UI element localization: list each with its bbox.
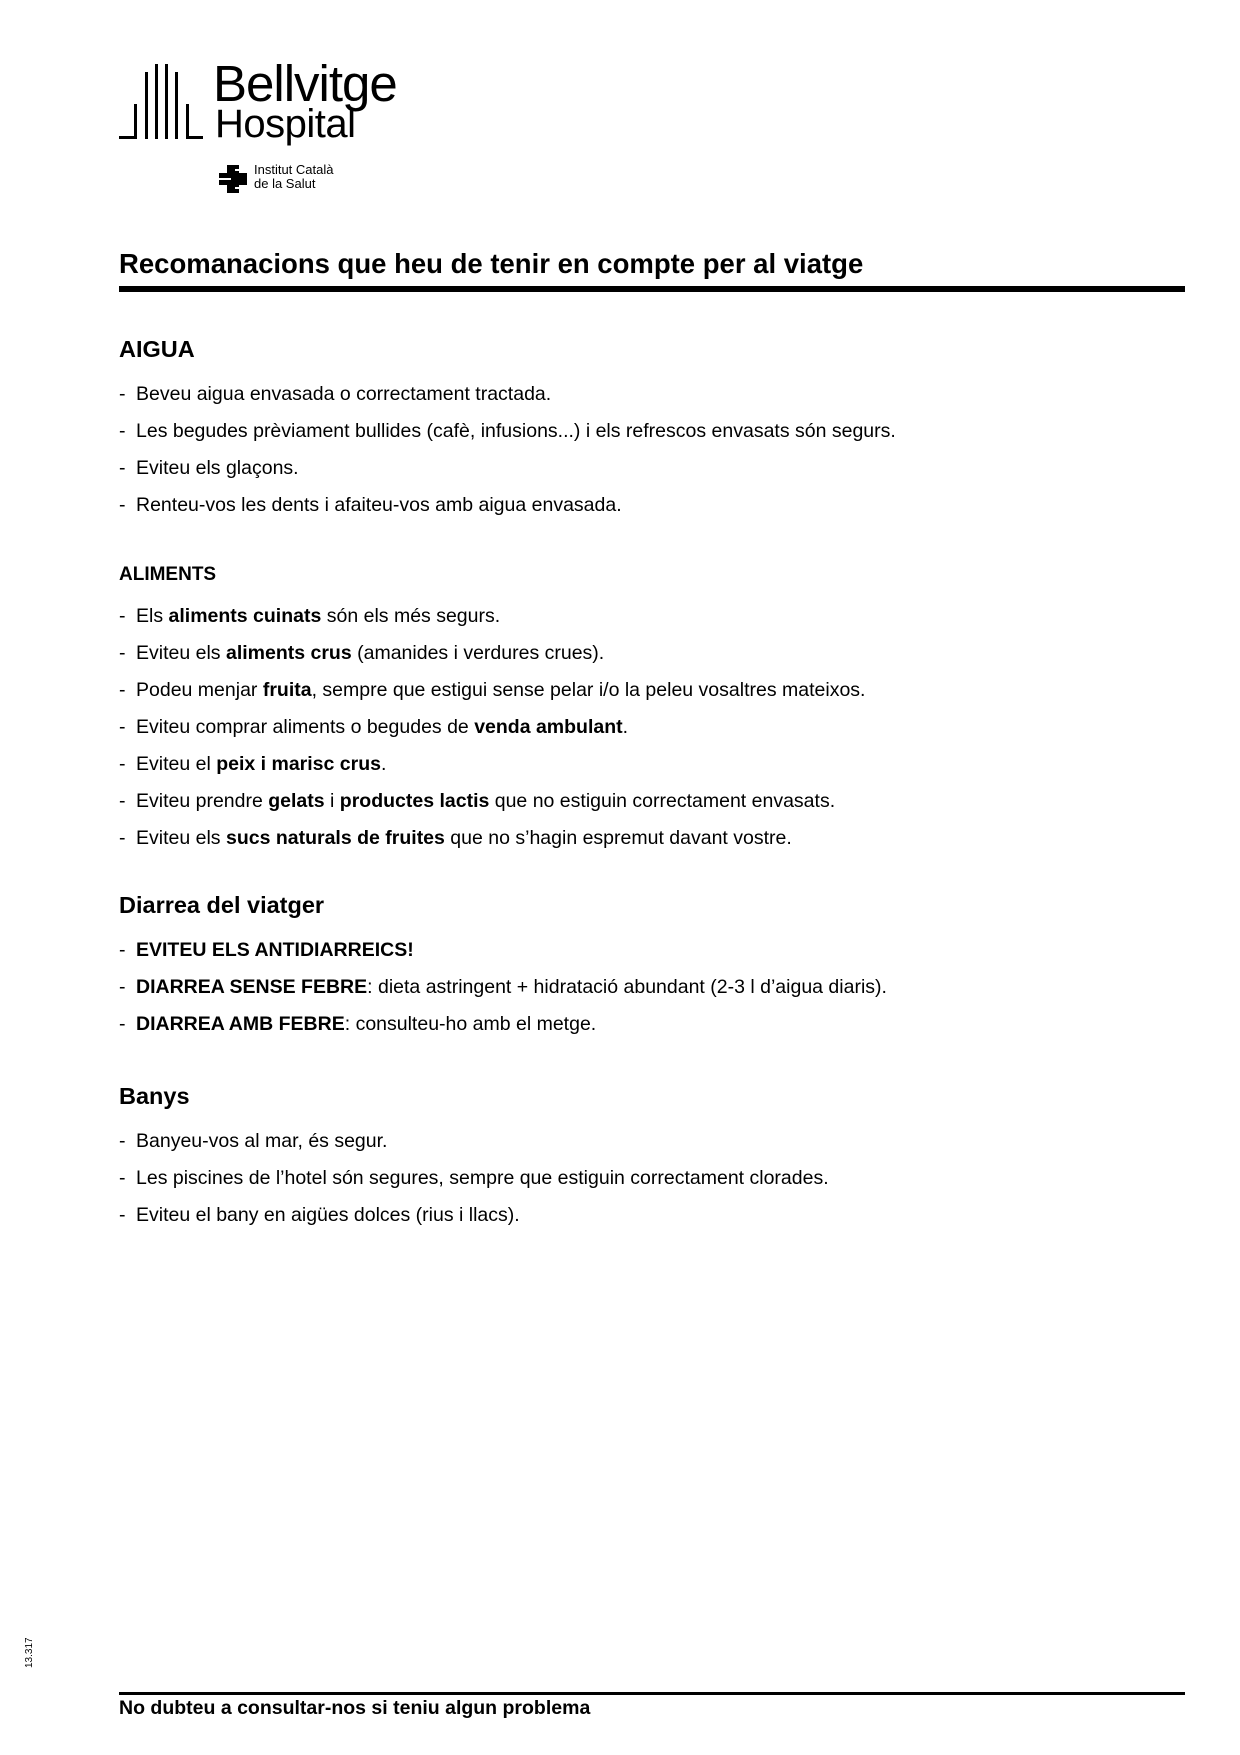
bullet-dash: - <box>119 1013 126 1035</box>
section-aigua <box>119 332 1185 524</box>
bellvitge-logo <box>119 55 439 200</box>
list-item <box>119 1123 1185 1160</box>
list-item <box>119 672 1185 709</box>
bullet-dash: - <box>119 1204 126 1226</box>
item-text: que no s’hagin espremut davant vostre. <box>444 827 792 849</box>
list-item <box>119 1160 1185 1197</box>
recommendation-list <box>119 376 1185 524</box>
hospital-name-line2: Hospital <box>215 102 356 146</box>
item-text: Beveu aigua envasada o correctament tractada. <box>136 383 552 405</box>
list-item <box>119 635 1185 672</box>
bullet-dash: - <box>119 790 126 812</box>
item-text: Eviteu els <box>136 642 226 664</box>
section-heading: Banys <box>119 1083 190 1109</box>
bullet-dash: - <box>119 420 126 442</box>
item-text: Les begudes prèviament bullides (cafè, infusions...) i els refrescos envasats són segurs. <box>136 420 896 442</box>
item-text: Eviteu els <box>136 827 226 849</box>
list-item <box>119 1197 1185 1234</box>
item-text: , sempre que estigui sense pelar i/o la peleu vosaltres mateixos. <box>311 679 866 701</box>
emphasis-text: venda ambulant <box>474 716 623 738</box>
list-item <box>119 1006 1185 1043</box>
emphasis-text: peix i marisc crus <box>216 753 381 775</box>
emphasis-text: productes lactis <box>339 790 490 812</box>
list-item <box>119 487 1185 524</box>
title-rule <box>119 286 1185 292</box>
item-text: : dieta astringent + hidratació abundant (2-3 l d’aigua diaris). <box>367 976 887 998</box>
bullet-dash: - <box>119 1130 126 1152</box>
emphasis-text: aliments cuinats <box>168 605 322 627</box>
emphasis-text: gelats <box>268 790 325 812</box>
list-item <box>119 376 1185 413</box>
institute-line1: Institut Català <box>254 162 334 177</box>
hospital-name-line1: Bellvitge <box>213 55 397 112</box>
bullet-dash: - <box>119 716 126 738</box>
emphasis-text: EVITEU ELS ANTIDIARREICS! <box>136 939 414 961</box>
bullet-dash: - <box>119 1167 126 1189</box>
item-text: Els <box>136 605 169 627</box>
institute-line2: de la Salut <box>254 176 316 191</box>
bullet-dash: - <box>119 753 126 775</box>
page-title: Recomanacions que heu de tenir en compte per al viatge <box>119 248 864 279</box>
item-text: Eviteu el <box>136 753 217 775</box>
list-item <box>119 783 1185 820</box>
list-item <box>119 450 1185 487</box>
emphasis-text: sucs naturals de fruites <box>225 827 445 849</box>
item-text: que no estiguin correctament envasats. <box>489 790 836 812</box>
bullet-dash: - <box>119 457 126 479</box>
bullet-dash: - <box>119 605 126 627</box>
bullet-dash: - <box>119 827 126 849</box>
item-text: Les piscines de l’hotel són segures, sempre que estiguin correctament clorades. <box>136 1167 829 1189</box>
item-text: Eviteu prendre <box>136 790 269 812</box>
item-text: Renteu-vos les dents i afaiteu-vos amb aigua envasada. <box>136 494 622 516</box>
cross-icon <box>219 165 247 193</box>
bullet-dash: - <box>119 642 126 664</box>
section-heading: ALIMENTS <box>119 564 217 585</box>
building-bars-icon <box>119 64 211 144</box>
recommendation-list <box>119 1123 1185 1234</box>
list-item <box>119 969 1185 1006</box>
list-item <box>119 932 1185 969</box>
emphasis-text: fruita <box>262 679 312 701</box>
item-text: Banyeu-vos al mar, és segur. <box>136 1130 388 1152</box>
footer-text: No dubteu a consultar-nos si teniu algun problema <box>119 1697 591 1719</box>
item-text: són els més segurs. <box>321 605 501 627</box>
emphasis-text: DIARREA SENSE FEBRE <box>136 976 368 998</box>
bullet-dash: - <box>119 679 126 701</box>
list-item <box>119 709 1185 746</box>
list-item <box>119 413 1185 450</box>
bullet-dash: - <box>119 494 126 516</box>
footer-rule <box>119 1692 1185 1695</box>
bullet-dash: - <box>119 383 126 405</box>
recommendation-list <box>119 932 1185 1043</box>
item-text: . <box>622 716 629 738</box>
list-item <box>119 820 1185 857</box>
item-text: i <box>324 790 340 812</box>
item-text: Eviteu el bany en aigües dolces (rius i llacs). <box>136 1204 520 1226</box>
emphasis-text: DIARREA AMB FEBRE <box>136 1013 345 1035</box>
item-text: (amanides i verdures crues). <box>351 642 605 664</box>
list-item <box>119 598 1185 635</box>
list-item <box>119 746 1185 783</box>
section-aliments <box>119 560 1185 857</box>
section-banys <box>119 1079 1185 1234</box>
bullet-dash: - <box>119 939 126 961</box>
item-text: : consulteu-ho amb el metge. <box>344 1013 597 1035</box>
document-code: 13.317 <box>24 1637 35 1668</box>
item-text: . <box>380 753 387 775</box>
emphasis-text: aliments crus <box>225 642 352 664</box>
section-diarrea <box>119 888 1185 1043</box>
item-text: Podeu menjar <box>136 679 263 701</box>
section-heading: Diarrea del viatger <box>119 892 325 918</box>
institute-name <box>254 163 334 191</box>
recommendation-list <box>119 598 1185 857</box>
item-text: Eviteu els glaçons. <box>136 457 299 479</box>
bullet-dash: - <box>119 976 126 998</box>
section-heading: AIGUA <box>119 336 195 362</box>
item-text: Eviteu comprar aliments o begudes de <box>136 716 475 738</box>
